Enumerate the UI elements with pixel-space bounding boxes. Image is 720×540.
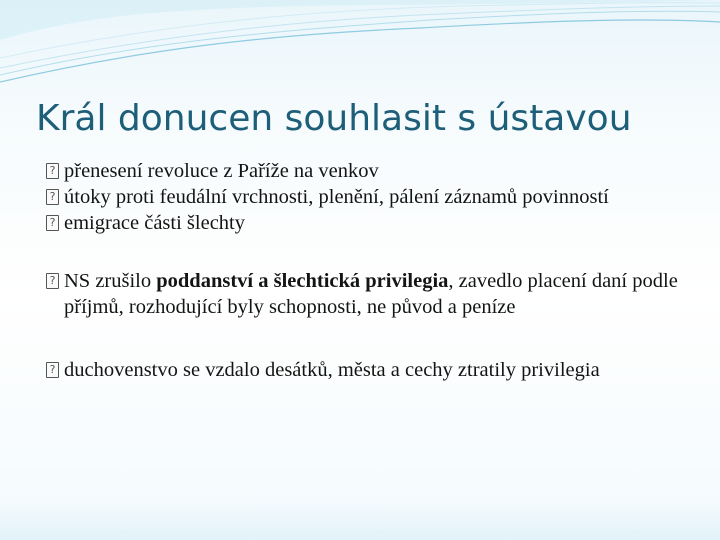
list-item-text-end: , zavedlo placení daní podle příjmů, rozhodující byly schopnosti, ne původ a peníze (64, 270, 678, 318)
list-item (46, 158, 686, 184)
list-item-text-start: NS zrušilo (64, 270, 157, 292)
bullet-glyph: ? (46, 215, 59, 231)
list-item (46, 184, 686, 210)
decorative-wave-lines (0, 0, 720, 95)
list-item-text: přenesení revoluce z Paříže na venkov (64, 160, 379, 182)
list-item-text: duchovenstvo se vzdalo desátků, města a cechy ztratily privilegia (64, 359, 600, 381)
bullet-glyph: ? (46, 189, 59, 205)
bullet-glyph: ? (46, 362, 59, 378)
bullet-glyph: ? (46, 273, 59, 289)
list-item (46, 268, 686, 320)
decorative-bottom-band (0, 500, 720, 540)
list-item-text: emigrace části šlechty (64, 212, 245, 234)
list-item (46, 210, 686, 236)
list-item-bold-text: poddanství a šlechtická privilegia (156, 270, 449, 292)
bullet-glyph: ? (46, 163, 59, 179)
slide-title: Král donucen souhlasit s ústavou (36, 98, 632, 139)
list-item (46, 357, 686, 383)
list-item-text: útoky proti feudální vrchnosti, plenění, pálení záznamů povinností (64, 186, 609, 208)
bullet-list (46, 158, 686, 383)
